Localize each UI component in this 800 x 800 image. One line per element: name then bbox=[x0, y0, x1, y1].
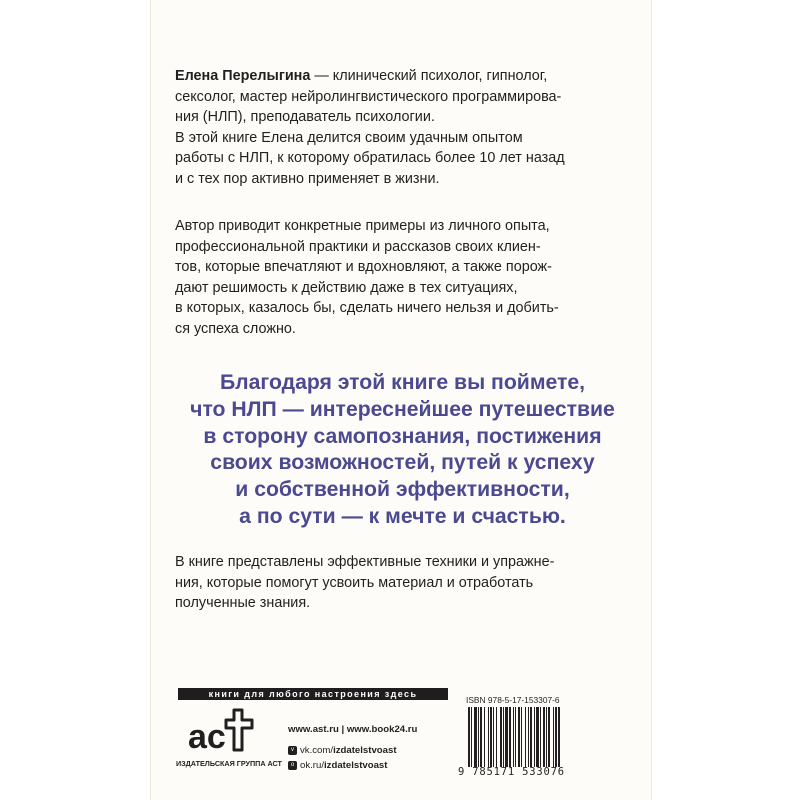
vk-link[interactable] bbox=[288, 745, 397, 756]
intro-paragraph: В книге представлены эффективные техники и упражне- ния, которые помогут усвоить материал и отработать полученные знания. bbox=[175, 554, 555, 611]
author-bio-text: — клинический психолог, гипнолог, сексолог, мастер нейролингвистического программирова- ния (НЛП), преподаватель психологии. В этой книге Елена делится своим удачным опытом работы с НЛП, к которому обратилась более 10 лет назад и с тех пор активно применяет в жизни. bbox=[175, 68, 565, 187]
author-name: Елена Перелыгина bbox=[175, 68, 311, 84]
isbn-label: ISBN 978-5-17-153307-6 bbox=[466, 695, 560, 705]
vk-icon: v bbox=[288, 746, 297, 755]
barcode-icon bbox=[466, 707, 600, 769]
author-note-paragraph: Автор приводит конкретные примеры из личного опыта, профессиональной практики и рассказов своих клиен- тов, которые впечатляют и вдохновляют, а также порож- дают решимость к действию даже в тех ситуациях, в которых, казалось бы, сделать ничего нельзя и добить- ся успеха сложно. bbox=[175, 218, 559, 337]
websites-link[interactable]: www.ast.ru | www.book24.ru bbox=[288, 724, 418, 735]
ok-prefix: ok.ru/ bbox=[300, 760, 324, 771]
barcode-number: 9 785171 533076 bbox=[458, 766, 565, 778]
slogan-bar: книги для любого настроения здесь bbox=[178, 688, 448, 700]
publisher-logo-icon bbox=[186, 706, 258, 754]
vk-prefix: vk.com/ bbox=[300, 745, 334, 756]
ok-icon: o bbox=[288, 761, 297, 770]
logo-text: ac bbox=[188, 718, 226, 754]
author-bio bbox=[175, 66, 595, 189]
highlight-quote: Благодаря этой книге вы поймете, что НЛП — интереснейшее путешествие в сторону самопознания, постижения своих возможностей, путей к успеху и собственной эффективности, а по сути — к мечте и счастью. bbox=[190, 371, 615, 528]
ok-handle: izdatelstvoast bbox=[324, 760, 388, 771]
vk-handle: izdatelstvoast bbox=[333, 745, 397, 756]
ok-link[interactable] bbox=[288, 760, 387, 771]
publisher-name: ИЗДАТЕЛЬСКАЯ ГРУППА АСТ bbox=[176, 759, 282, 768]
